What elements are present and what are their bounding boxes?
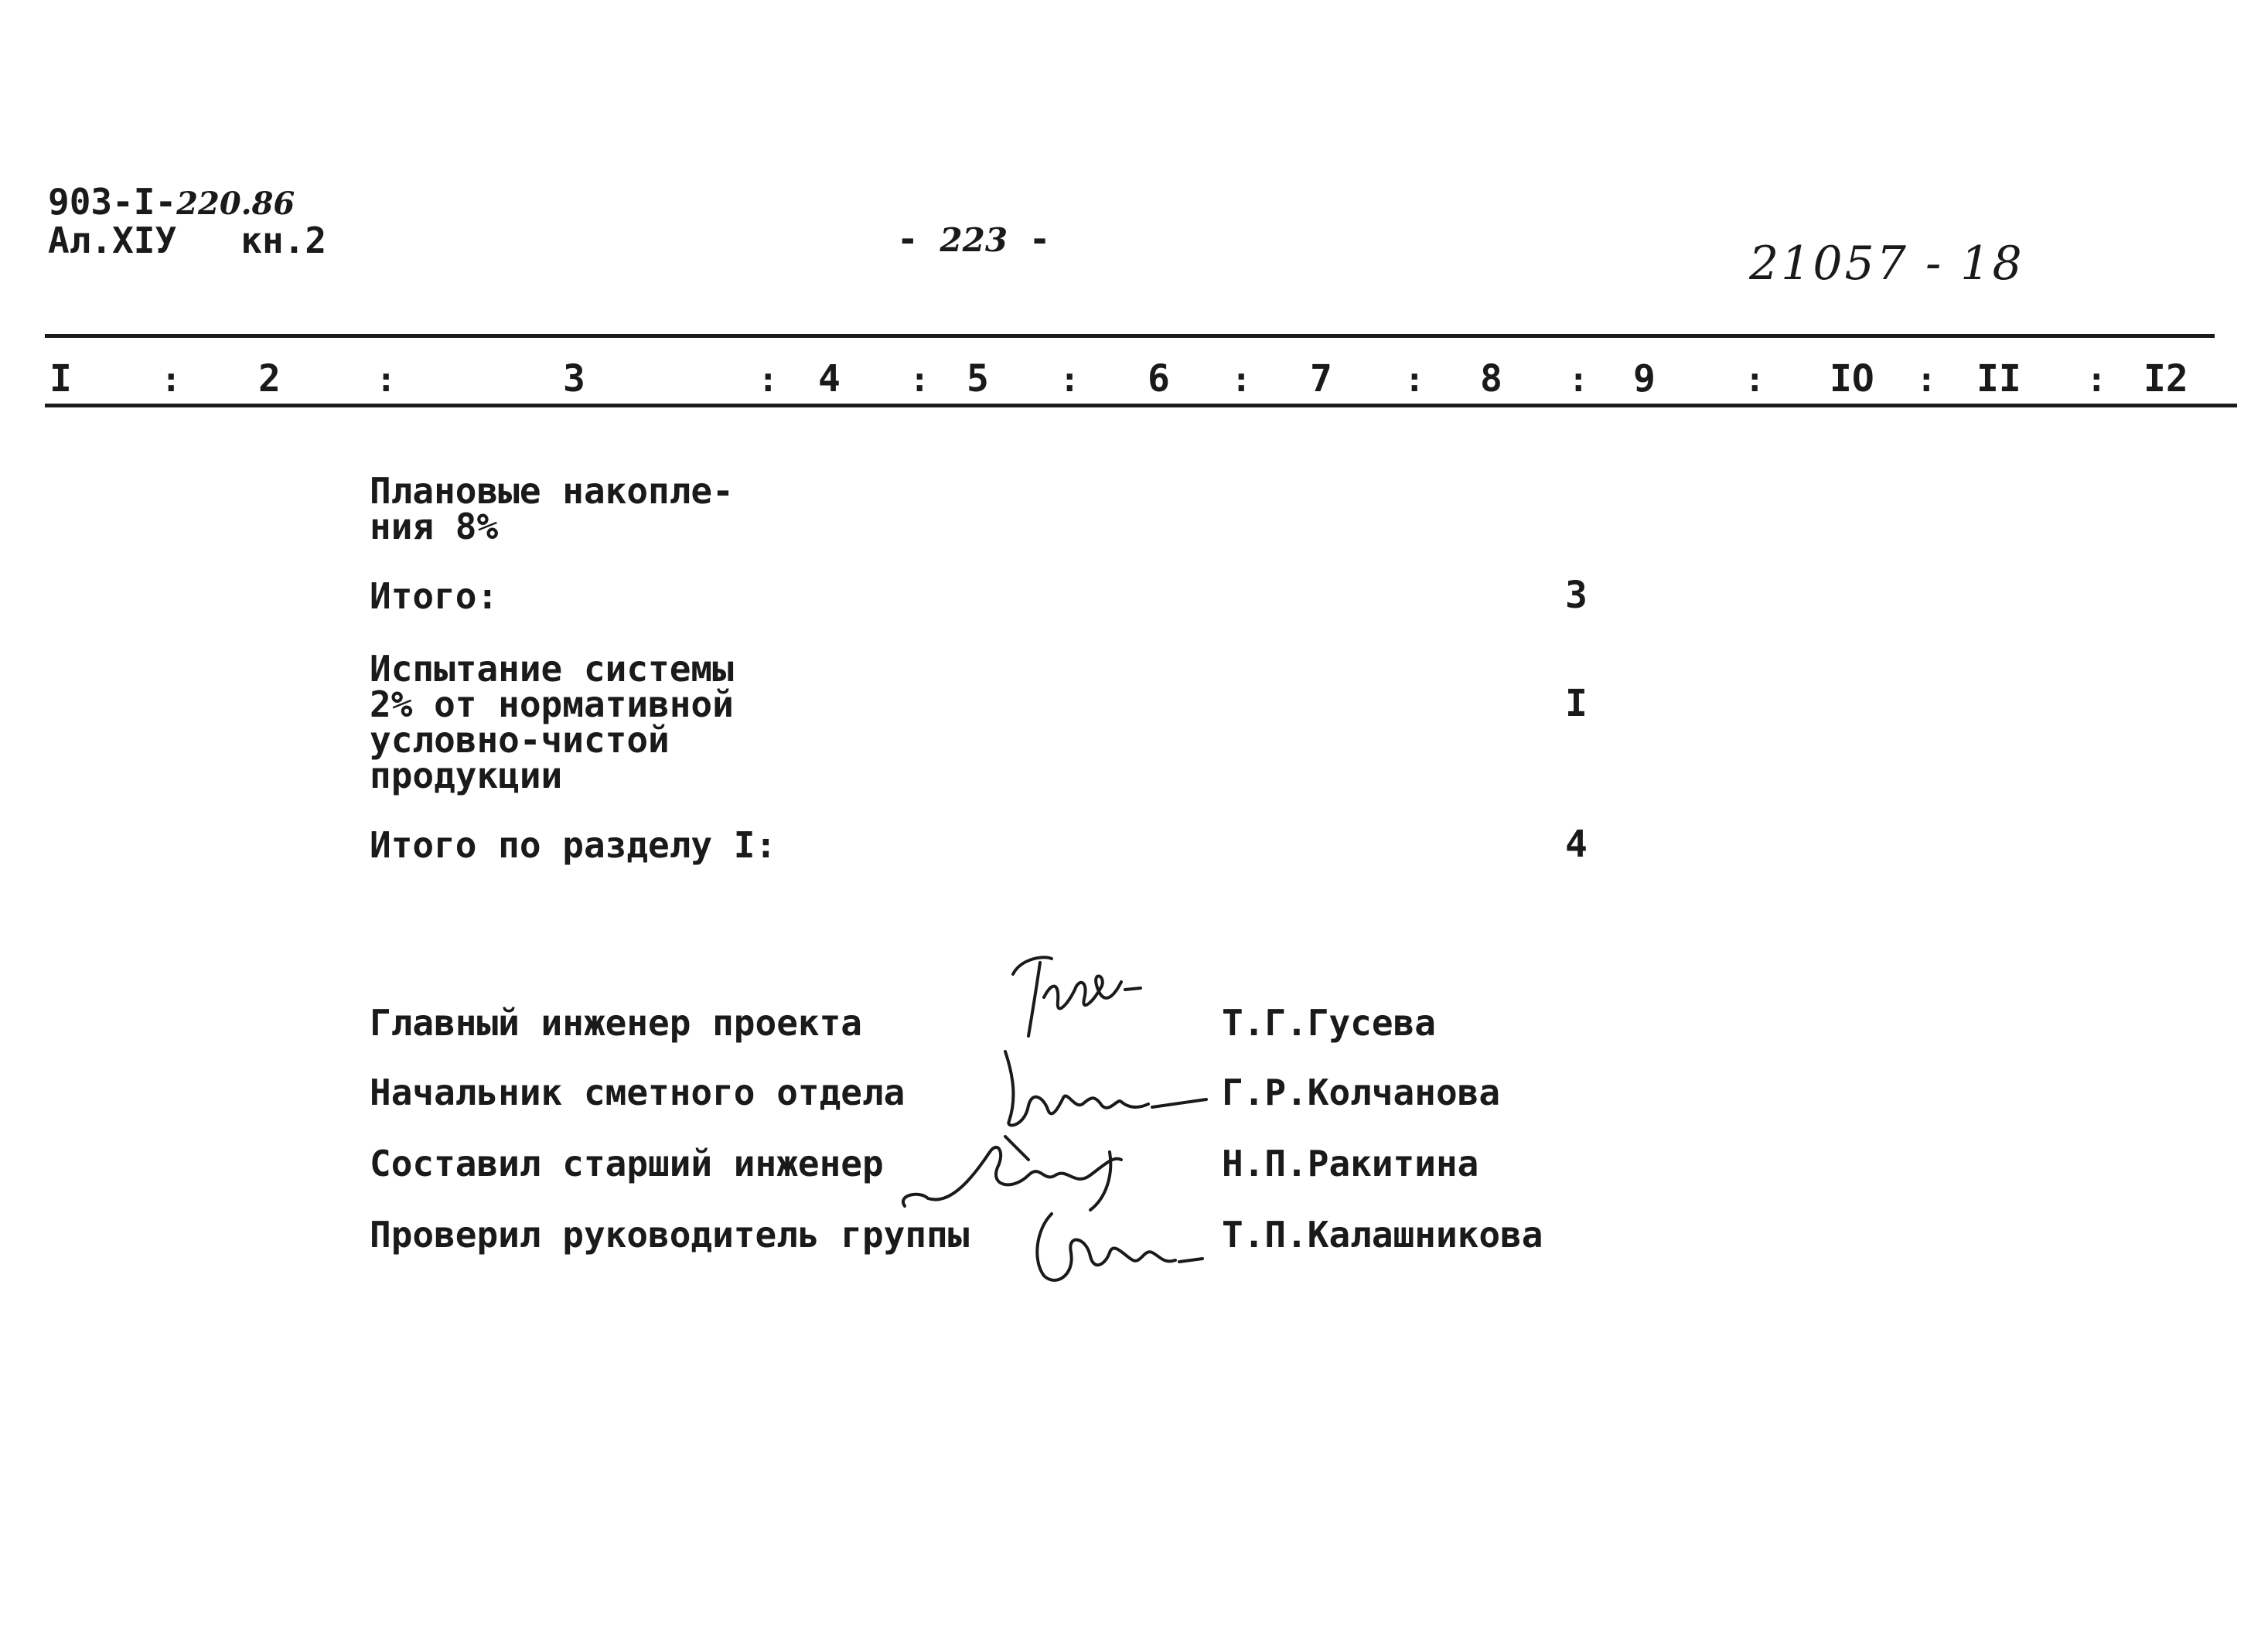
row-subtotal — [370, 575, 499, 617]
document-code-handwritten: 220.86 — [176, 186, 295, 222]
column-number-1: I — [49, 357, 72, 400]
page-number-prefix: - — [897, 218, 940, 260]
column-number-2: 2 — [258, 357, 281, 400]
page-number — [897, 218, 1051, 260]
column-separator: : — [1744, 360, 1765, 400]
column-number-8: 8 — [1480, 357, 1502, 400]
column-number-5: 5 — [967, 357, 989, 400]
column-number-12: I2 — [2144, 357, 2188, 400]
row-text-line: Итого: — [370, 575, 499, 617]
column-number-11: II — [1976, 357, 2021, 400]
signature-role-estimate-head: Начальник сметного отдела — [370, 1072, 905, 1113]
handwritten-signature-4 — [1021, 1191, 1222, 1291]
header-rule-bottom — [45, 404, 2237, 407]
row-planned-savings — [370, 470, 734, 547]
row-text-line: ния 8% — [370, 506, 499, 547]
column-separator: : — [1059, 360, 1080, 400]
column-separator: : — [909, 360, 930, 400]
signature-role-chief-engineer: Главный инженер проекта — [370, 1002, 862, 1044]
album-book-label: Ал.XIУ кн.2 — [48, 220, 327, 261]
column-number-9: 9 — [1633, 357, 1656, 400]
column-number-3: 3 — [563, 357, 585, 400]
row-section-total-value: 4 — [1565, 823, 1588, 866]
signature-role-compiler: Составил старший инженер — [370, 1143, 884, 1184]
column-separator: : — [1404, 360, 1425, 400]
row-system-testing-value: I — [1565, 682, 1588, 725]
column-number-4: 4 — [818, 357, 841, 400]
inventory-number: 21057 - 18 — [1749, 237, 2024, 291]
row-text-line: продукции — [370, 755, 563, 796]
column-number-7: 7 — [1310, 357, 1332, 400]
signature-name-estimate-head: Г.Р.Колчанова — [1222, 1072, 1501, 1113]
row-text-line: условно-чистой — [370, 719, 670, 761]
signature-name-chief-engineer: Т.Г.Гусева — [1222, 1002, 1436, 1044]
signature-name-reviewer: Т.П.Калашникова — [1222, 1214, 1543, 1256]
column-separator: : — [1231, 360, 1252, 400]
column-separator: : — [376, 360, 397, 400]
row-text-line: Итого по разделу I: — [370, 824, 777, 866]
row-subtotal-value: 3 — [1565, 574, 1588, 617]
document-code — [48, 181, 295, 223]
signature-role-reviewer: Проверил руководитель группы — [370, 1214, 970, 1256]
column-separator: : — [1568, 360, 1589, 400]
row-text-line: Плановые накопле- — [370, 470, 734, 512]
document-code-main: 903-I- — [48, 181, 177, 223]
row-section-total — [370, 824, 777, 866]
page-number-suffix: - — [1008, 218, 1051, 260]
row-text-line: Испытание системы — [370, 648, 734, 690]
header-rule-top — [45, 334, 2215, 338]
page-number-value: 223 — [940, 221, 1008, 259]
column-separator: : — [758, 360, 779, 400]
column-separator: : — [161, 360, 182, 400]
column-separator: : — [1916, 360, 1937, 400]
row-system-testing — [370, 648, 734, 796]
column-number-10: IO — [1830, 357, 1874, 400]
column-separator: : — [2086, 360, 2107, 400]
signature-name-compiler: Н.П.Ракитина — [1222, 1143, 1479, 1184]
row-text-line: 2% от нормативной — [370, 683, 734, 725]
handwritten-signature-1 — [998, 943, 1183, 1044]
column-number-6: 6 — [1148, 357, 1170, 400]
